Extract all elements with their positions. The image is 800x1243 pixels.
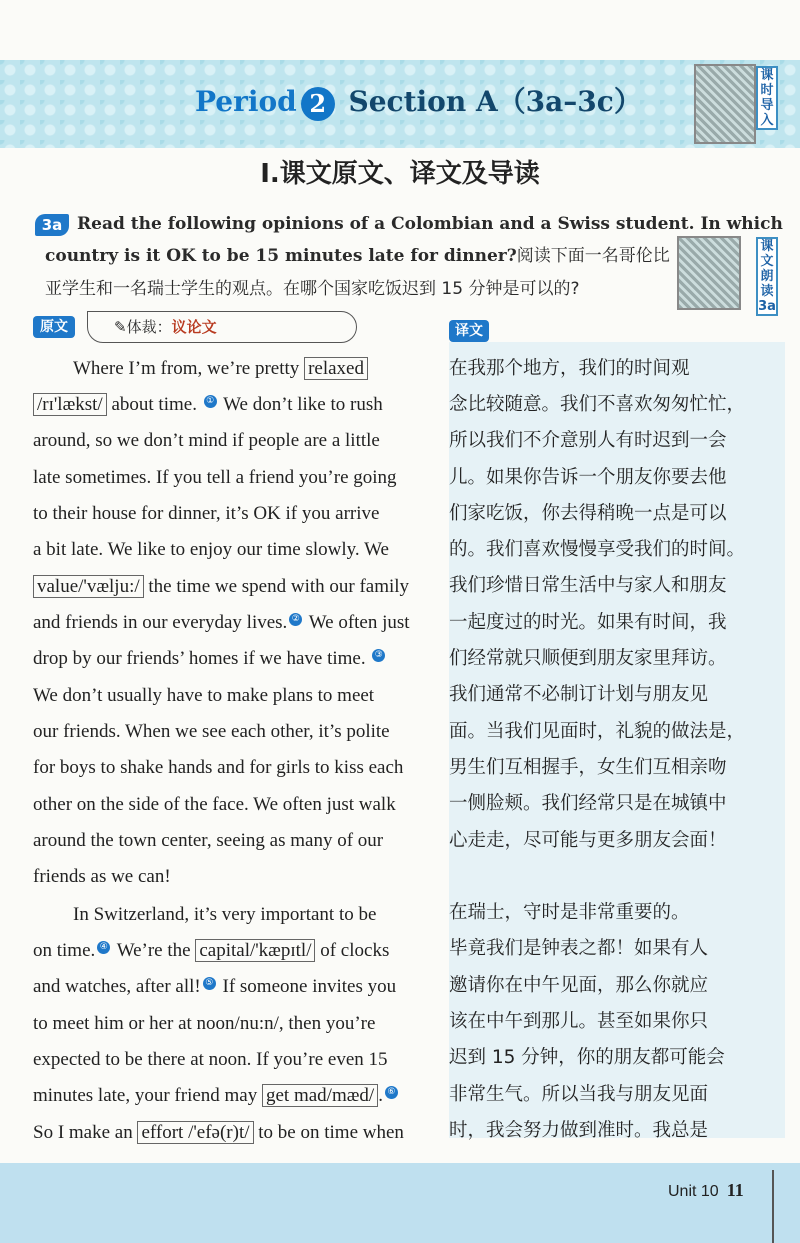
zh-line: 的。我们喜欢慢慢享受我们的时间。 — [449, 539, 746, 560]
text-line: and watches, after all! ⑤ If someone invites you — [33, 976, 397, 997]
zh-line: 迟到 15 分钟，你的朋友都可能会 — [449, 1047, 725, 1068]
zh-line: 男生们互相握手，女生们互相亲吻 — [449, 757, 727, 778]
text-line: other on the side of the face. We often just walk — [33, 794, 396, 815]
zh-line: 一侧脸颊。我们经常只是在城镇中 — [449, 793, 727, 814]
zh-line: 们经常就只顺便到朋友家里拜访。 — [449, 648, 727, 669]
task-line-2: country is it OK to be 15 minutes late for dinner?阅读下面一名哥伦比 — [45, 246, 670, 266]
zh-line: 们家吃饭，你去得稍晚一点是可以 — [449, 503, 727, 524]
text-line: for boys to shake hands and for girls to kiss each — [33, 757, 404, 778]
zh-line: 念比较随意。我们不喜欢匆匆忙忙， — [449, 394, 746, 415]
zh-line: 在瑞士，守时是非常重要的。 — [449, 902, 690, 923]
text-line: We don’t usually have to make plans to meet — [33, 685, 375, 706]
task-line-3: 亚学生和一名瑞士学生的观点。在哪个国家吃饭迟到 15 分钟是可以的? — [45, 279, 580, 299]
period-title — [195, 80, 642, 121]
text-line: a bit late. We like to enjoy our time slowly. We — [33, 539, 389, 560]
qr-top-label: 课 时 导 入 — [756, 66, 778, 130]
qr-code-image[interactable] — [694, 64, 756, 144]
period-word: Period — [195, 85, 297, 118]
footer-band — [0, 1163, 800, 1243]
zh-line: 儿。如果你告诉一个朋友你要去他 — [449, 467, 727, 488]
text-line: around the town center, seeing as many of our — [33, 830, 384, 851]
task-line-1: Read the following opinions of a Colombian and a Swiss student. In which — [77, 214, 783, 234]
pen-icon: ✎ — [114, 318, 127, 336]
translation-label: 译文 — [449, 320, 489, 342]
section-title: Section A（3a–3c） — [348, 85, 642, 118]
footer-divider — [772, 1170, 774, 1243]
zh-line: 邀请你在中午见面，那么你就应 — [449, 975, 709, 996]
text-line: In Switzerland, it’s very important to be — [73, 904, 377, 925]
page-footer: Unit 10 11 — [668, 1180, 744, 1200]
zh-line: 毕竟我们是钟表之都！如果有人 — [449, 938, 709, 959]
text-line: on time. ④ We’re the capital/'kæpɪtl/ of clocks — [33, 940, 390, 961]
text-line: to their house for dinner, it’s OK if you arrive — [33, 503, 380, 524]
text-line: and friends in our everyday lives. ② We often just — [33, 612, 410, 633]
genre-box: ✎体裁：议论文 — [87, 311, 357, 343]
zh-line: 所以我们不介意别人有时迟到一会 — [449, 430, 727, 451]
text-line: drop by our friends’ homes if we have time. ③ — [33, 647, 387, 671]
zh-line: 非常生气。所以当我与朋友见面 — [449, 1084, 709, 1105]
text-line: minutes late, your friend may get mad/mæd/ . ⑥ — [33, 1084, 400, 1108]
zh-line: 我们通常不必制订计划与朋友见 — [449, 684, 709, 705]
text-line: our friends. When we see each other, it’s polite — [33, 721, 390, 742]
qr-code-image-2[interactable] — [677, 236, 741, 310]
original-label: 原文 — [33, 316, 75, 338]
task-tag: 3a — [35, 214, 69, 236]
zh-line: 在我那个地方，我们的时间观 — [449, 358, 690, 379]
zh-line: 我们珍惜日常生活中与家人和朋友 — [449, 575, 727, 596]
text-line: So I make an effort /'efə(r)t/ to be on time when — [33, 1122, 404, 1143]
text-line: Where I’m from, we’re pretty relaxed — [73, 357, 368, 381]
zh-line: 一起度过的时光。如果有时间，我 — [449, 612, 727, 633]
section-heading: Ⅰ.课文原文、译文及导读 — [260, 159, 540, 189]
zh-line: 心走走，尽可能与更多朋友会面！ — [449, 830, 727, 851]
text-line: expected to be there at noon. If you’re even 15 — [33, 1049, 388, 1070]
text-line: around, so we don’t mind if people are a little — [33, 430, 380, 451]
translation-panel — [449, 342, 785, 1141]
text-line: friends as we can! — [33, 866, 171, 887]
zh-line: 该在中午到那儿。甚至如果你只 — [449, 1011, 709, 1032]
zh-line: 面。当我们见面时，礼貌的做法是， — [449, 721, 746, 742]
page-number: 11 — [726, 1180, 744, 1200]
text-line: late sometimes. If you tell a friend you’re going — [33, 467, 397, 488]
qr-mid-label: 课 文 朗 读 3a — [756, 237, 778, 316]
text-line: value/'vælju:/ the time we spend with our family — [33, 575, 409, 599]
zh-line: 时，我会努力做到准时。我总是 — [449, 1120, 709, 1141]
period-number: 2 — [301, 87, 335, 121]
text-line: /rɪ'lækst/ about time. ① We don’t like to rush — [33, 393, 383, 417]
text-line: to meet him or her at noon/nu:n/, then you’re — [33, 1013, 376, 1034]
